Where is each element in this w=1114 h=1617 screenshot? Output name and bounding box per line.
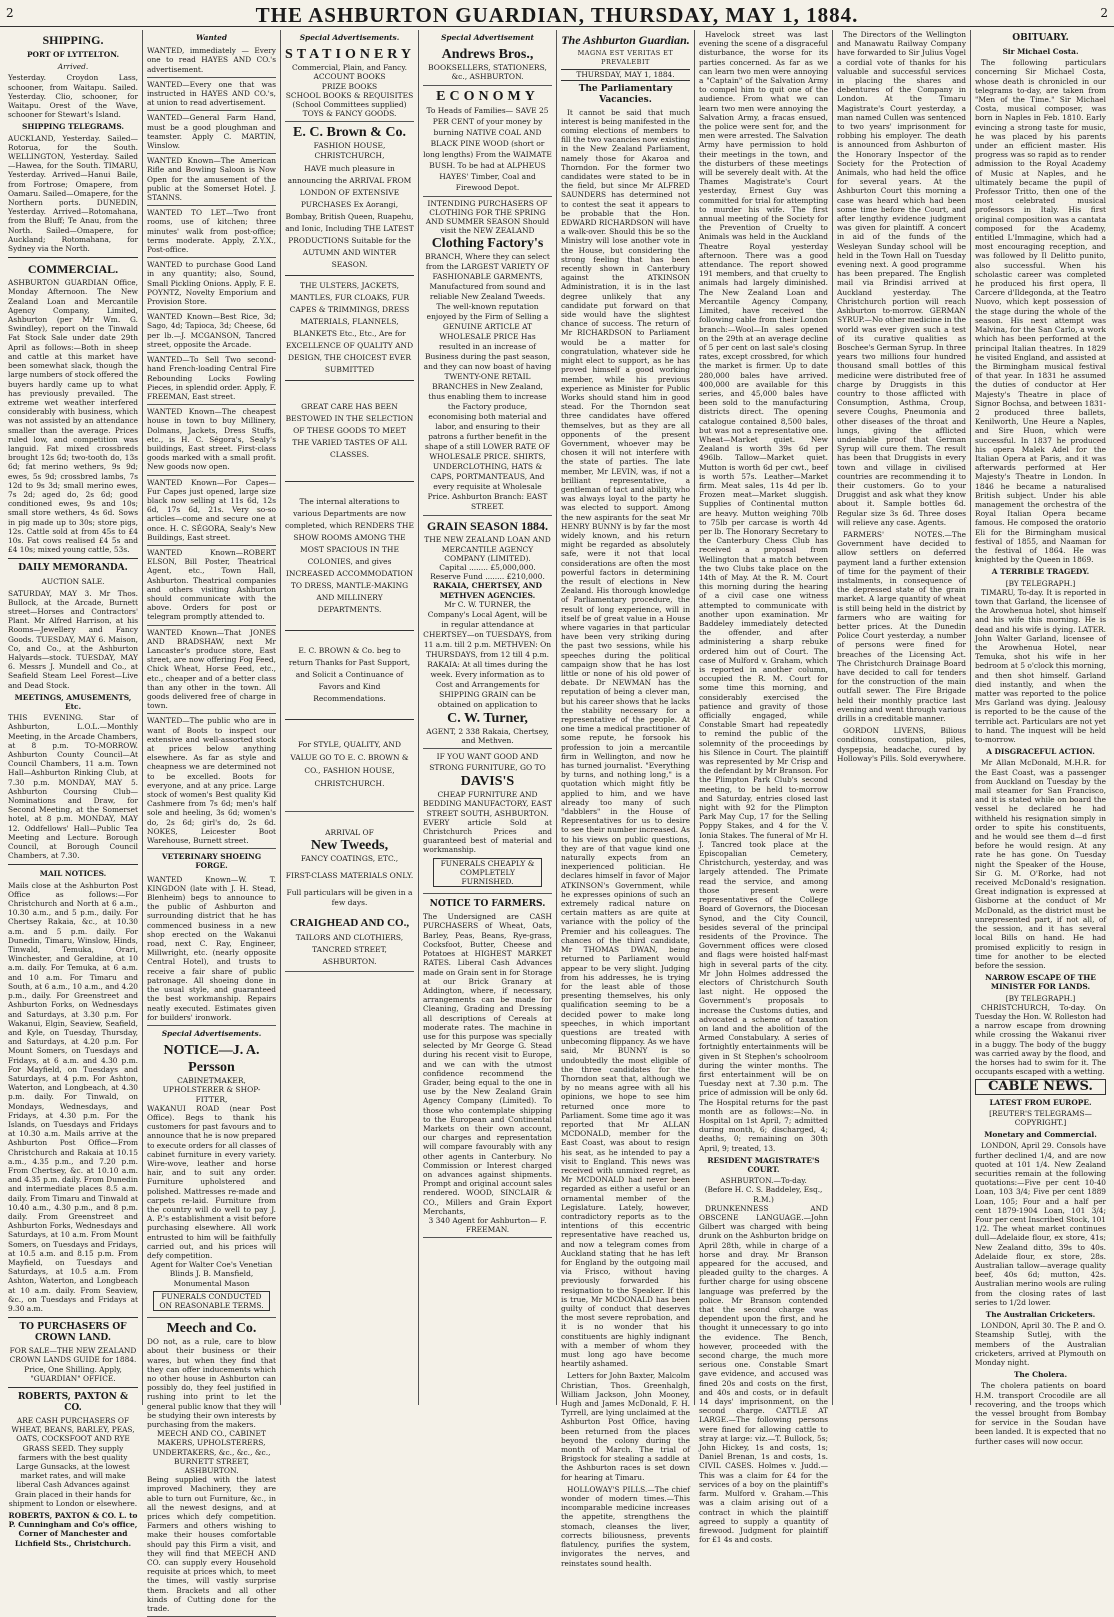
davis-text: IF YOU WANT GOOD AND STRONG FURNITURE, GO TO xyxy=(429,752,546,773)
farmers-agent: 3 340 Agent for Ashburton— F. FREEMAN. xyxy=(428,1215,547,1235)
paper-name: The Ashburton Guardian. xyxy=(561,33,690,47)
farmers-text: The Undersigned are CASH PURCHASERS of Wheat, Oats, Barley, Peas, Beans, Rye-grass, Cocksfoot, Butter, Cheese and Potatoes at HIGHEST MARKET RATES. Liberal Cash Advances made on Grain sent in for Storage at our Brick Granary at Addington, where, if necessary, arrangements can be made for Cleaning, Grading and Dressing all descriptions of Cereals at moderate rates. The machine in use for this purpose was specially selected by Mr George G. Stead during his recent visit to Europe, and we can with the utmost confidence recommend the Grader, being equal to the one in use by the New Zealand Grain Agency Company (Limited). To those who contemplate shipping to the European and Continental Markets on their own account, our charges and representation will compare favourably with any other agents in Canterbury. No Commission or Interest charged on advances against shipments. Prompt and original account sales rendered. WOOD, SINCLAIR & CO., Millers and Grain Export Merchants, xyxy=(423,912,552,1216)
column-5 xyxy=(556,30,694,1568)
obituary-name: Sir Michael Costa. xyxy=(1002,47,1079,56)
farmers-title: NOTICE TO FARMERS. xyxy=(429,899,546,910)
cable-article xyxy=(975,1321,1106,1367)
narrow-heading: NARROW ESCAPE OF THE MINISTER FOR LANDS. xyxy=(985,973,1096,992)
obituary-article xyxy=(975,58,1106,564)
wanted-ad: WANTED Known—That JONES AND BRADSHAW, next Mr Lancaster's produce store, East street, are now offering Fog Feed, Chick Wheat, Horse Feed, etc., etc., cheaper and of a better class than any other in the town. All goods delivered free of charge in town. xyxy=(147,626,276,715)
leader-text: It cannot be said that much interest is being manifested in the coming elections of members to fill the two vacancies now existing in the New Zealand Parliament, namely those for Akaroa and Thorndon. For the former two candidates were stated to be in the field, but since Mr ALFRED SAUNDERS has determined not to contest the seat it appears to be probable that the Hon. EDWARD RICHARDSON will have a walk-over. Should this be so the Ministry will lose another vote in the House, but considering the strong feeling that has been recently shown in Canterbury against the ATKINSON Administration, it is in the last degree unlikely that any candidate put forward on that side would have the slightest chance of success. The return of Mr RICHARDSON to Parliament would be a matter for congratulation, whatever side he might elect to support, as he has proved himself a good working member, while his previous experience as Minister for Public Works should stand him in good stead. For the Thorndon seat three candidates have offered themselves, but as they are all opponents of the present Government, whoever may be chosen it will not interfere with the state of parties. The late member, Mr LEVIN, was, if not a brilliant representative, a gentleman of tact and ability, who was always loyal to the party he was elected to support. Among the new aspirants for the seat Mr HENRY BUNNY is by far the most widely known, and his return might be regarded as absolutely safe, were it not that local considerations are often the most powerful factors in determining the result of elections in New Zealand. His thorough knowledge of Parliamentary procedure, the result of long experience, will in itself be of great value in a House where vagaries in that particular have been very striking during the past two sessions, while his speeches during the political campaign show that he has lost little or none of his old power of debate. Dr NEWMAN has the reputation of being a clever man, but his career shows that he lacks the stability necessary for a representative of the people. At one time a medical practitioner of some repute, he forsook his profession to join a mercantile firm in Wellington, and now he has turned journalist. "Everything by turns, and nothing long," is a quotation which might fitly be applied to him, and we have already too many of such "dabblers" in the House of Representatives for us to desire to see their number increased. As to his views on public questions, they are of that vague kind one naturally expects from an inexperienced politician. He declares himself in favor of Major ATKINSON's Government, while he expresses opinions of such an extremely radical nature on certain matters as are quite at variance with the policy of the Premier and his colleagues. The chances of the third candidate, Mr THOMAS DWAN, being returned to Parliament would appear to be very slight. Judging from his addresses, he is trying for the least able of those presenting themselves, his only qualification seeming to be a decided power to make long speeches, in which important questions are treated with unbecoming flippancy. As we have said, Mr BUNNY is so undoubtedly the most eligible of the three candidates for the Thorndon seat that, although we by no means agree with all his opinions, we hope to see him returned once more to Parliament. Some time ago it was reported that Mr ALLAN MCDONALD, member for the East Coast, was about to resign his seat, as he intended to pay a visit to England. This news was received with unmixed regret, as Mr MCDONALD had never been regarded as either a useful or an ornamental member of the Legislature. Lately, however, contradictory reports as to the intentions of this eccentric representative have reached us, and now a telegram comes from Auckland stating that he has left for England by the outgoing mail via Frisco, without having previously forwarded his resignation to the Speaker. If this is true, Mr MCDONALD has been guilty of conduct that deserves the most severe reprobation, and it is no wonder that his constituents are highly indignant with a member of whom they must long ago have become heartily ashamed. xyxy=(561,107,690,1369)
disgraceful-text: Mr Allan McDonald, M.H.R. for the East Coast, was a passenger from Auckland on Tuesday by the mail steamer for San Francisco, and it is stated while on board the vessel he declared he had withheld his resignation simply in order to spite his constituents, and he would see them d—d first before he would resign. At any rate he has gone. On Tuesday night the Speaker of the House, Sir G. M. O'Rorke, had not received McDonald's resignation. Great indignation is expressed at Gisborne at the conduct of Mr McDonald, as the district must be unrepresented part, if not all, of the session, and it has several local Bills on hand. He had promised explicitly to resign in time for another to be elected before the session. xyxy=(975,758,1106,970)
persson-title: NOTICE—J. A. Persson xyxy=(163,1043,260,1076)
alterations-text: The internal alterations to various Departments are now completed, which RENDERS THE SHOW ROOMS AMONG THE MOST SPACIOUS IN THE COLONIES, and gives INCREASED ACCOMMODATION TO DRESS, MANTLE-MAKING AND MILLINERY DEPARTMENTS. xyxy=(285,496,414,614)
divider xyxy=(8,1387,138,1388)
mail-heading: MAIL NOTICES. xyxy=(39,869,107,879)
divider xyxy=(8,864,138,865)
page-number-right: 2 xyxy=(1100,6,1108,20)
stationery-title: STATIONERY xyxy=(285,47,416,63)
divider xyxy=(285,481,414,482)
economy-text: To Heads of Families— SAVE 25 PER CENT of your money by burning NATIVE COAL AND BLACK PINE WOOD (short or long lengths) From the WAIMATE BUSH. To be had at ALPHEUS HAYES' Timber, Coal and Firewood Depot. xyxy=(423,105,552,192)
meech-sub: MEECH AND CO., CABINET MAKERS, UPHOLSTERERS, UNDERTAKERS, &c., &c., &c., BURNETT STREET, ASHBURTON. xyxy=(152,1429,271,1476)
wanted-ad: WANTED Known—The cheapest house in town to buy Millinery, Dolmans, Jackets, Dress Stuffs, etc., is H. C. Ségora's, Sealy's buildings, East street. First-class goods marked with a small profit. New goods now open. xyxy=(147,405,276,475)
cable-text: LONDON, April 29. Consols have further declined 1/4, and are now quoted at 101 1/4. New Zealand securities remain at the following quotations:—Five per cent 10-40 Loan, 103 3/4; Five per cent 1889 Loan, 105; Four and a half per cent 1879-1904 Loan, 101 3/4; Four per cent Inscribed Stock, 101 1/2. The wheat market continues dull—Adelaide flour, ex store, 41s; New Zealand ditto, 39s to 40s. Adelaide flour, ex store, 28s. Australian tallow—average quality beef, 40s 6d; mutton, 42s. Australian merino wools are ruling from the closing rates of last series to 1/2d lower. xyxy=(975,1141,1106,1307)
cable-text: The cholera patients on board H.M. transport Crocodile are all recovering, and the troops which the vessel brought from Bombay for service in the Soudan have been landed. It is expected that no further cases will now occur. xyxy=(975,1381,1106,1446)
column-4 xyxy=(418,30,556,1405)
news-text: Havelock street was last evening the scene of a disgraceful disturbance, the worse for its parties concerned. As far as we can learn two men were annoying a "Captain" of the Salvation Army to compel him to quit one of the audience. From what we can learn two men were annoying the Salvation Army, a fracas ensued, the police were sent for, and the men were arrested. The Salvation Army have permission to hold their meetings in the town, and the disturbers of these meetings will be severely dealt with. At the Thames Magistrate's Court yesterday, Ernest Guy was committed for trial for attempting to murder his wife. The first annual meeting of the Society for the Prevention of Cruelty to Animals was held in the Auckland Theatre Royal yesterday afternoon. There was a good attendance. The report showed 191 members, and that cruelty to animals had largely diminished. The New Zealand Loan and Mercantile Agency Company, Limited, have received the following cable from their London branch:—Wool—In sales opened on the 29th at an average decline of 5 per cent on last sale's closing rates, except crossbred, for which the market is firmer. Up to date 280,000 bales have arrived. 400,000 are available for this series, and 45,000 bales have been sold to the manufacturing districts direct. The opening catalogue contained 8,500 bales, but was not a representative one. Wheat—Market quiet. New Zealand is worth 39s 6d per 496lb. Tallow—Market quiet. Mutton is worth 6d per cwt., beef is worth 57s. Leather—Market firm. Meat sales, 11s 4d per lb. Frozen meat—Market sluggish. Supplies of Continental mutton are heavy. Mutton weighing 70lb to 75lb per carcase is worth 4d per lb. The Honorary Secretary to the Canterbury Chess Club has received a proposal from Wellington that a match between the two Clubs take place on the 14th of May. At the R. M. Court this morning during the hearing of a civil case one witness attempted to communicate with another upon examination. Mr Baddeley immediately detected the offender, and after administering a sharp rebuke ordered him out of Court. The case of Mulford v. Graham, which is reported in another column, occupied the R. M. Court for some time this morning, and considerably exercised the patience and gravity of those officially engaged, while Constable Smart had repeatedly to remind the public of the solemnity of the proceedings by his Silence in Court. The plaintiff was represented by Mr Crisp and the defendant by Mr Branson. For the Plimpton Park Club's second meeting, to be held to-morrow and Saturday, entries closed last night with 92 for the Plimpton Park May Cup, 17 for the Selling Poppy Stakes, and 4 for the V. Ionia Stakes. The funeral of Mr H. J. Tancred took place at the Episcopalian Cemetery, Christchurch, yesterday, and was largely attended. The Primate read the service, and among those present were representatives of the College Board of Governors, the Diocesan Synod, and the City Council, besides several of the principal residents of the Province. The Government offices were closed and flags were hoisted half-mast high in several parts of the city. Mr John Holmes addressed the electors of Christchurch South last night. He opposed the Government's proposals to increase the Customs duties, and advocated a scheme of taxation on land and the abolition of the Armed Constabulary. A series of fortnightly entertainments will be given in St Stephen's schoolroom during the winter months. The first entertainment will be on Tuesday next at 7.30 p.m. The price of admission will be only 6d. The Hospital returns for the past month are as follows:—No. in Hospital on 1st April, 7; admitted during month, 6; discharged, 4; deaths, 0; remaining on 30th April, 9; treated, 13. xyxy=(699,30,828,1153)
davis-ad xyxy=(423,749,552,894)
masthead xyxy=(0,0,1114,27)
newspaper-title: THE ASHBURTON GUARDIAN, THURSDAY, MAY 1, 1884. xyxy=(255,3,859,27)
farm-notes-text: FARMERS' NOTES.—The Government have decided to allow settlers on deferred payment land a further extension of time for the payment of their instalments, in consequence of the depressed state of the grain market. A large quantity of wheat is still being held in the district by farmers who are waiting for better prices. At the Dunedin Police Court yesterday, a number of persons were fined for breaches of the Licensing Act. The Christchurch Drainage Board have decided to call for tenders for the construction of the main outfall sewer. The Fire Brigade held their monthly practice last evening and went through various drills in a creditable manner. xyxy=(837,529,966,724)
court-heading: RESIDENT MAGISTRATE'S COURT. xyxy=(707,1155,820,1174)
commercial-text: ASHBURTON GUARDIAN Office, Monday Afternoon. The New Zealand Loan and Mercantile Agency Company, Limited, Ashburton (per Mr Wm. G. Swindley), report on the Tinwald Fat Stock Sale under date 29th April as follows:—Both in sheep and cattle at this market have been somewhat slack, though the large numbers of stock offered the buyers hardly came up to what has previously prevailed. The extreme wet weather interfered considerably with business, which was not assisted by an attendance smaller than the average. Prices ruled low, and competition was languid. Fat mixed crossbreds brought 12s 6d; two-tooth do, 13s 6d; fat merino wethers, 9s 9d; ewes, 5s 9d; crossbred lambs, 7s 12d to 9s 3d; small merino ewes, 7s 2d; aged do, 2s 6d; good conditioned ewes, 9s and 10s; small store wethers, 4s 6d. Sows in pig made up to 30s; store pigs, 12s. Cattle sold at from 45s to £4 10s. Fat cows realised £4 5s and £4 10s; mixed young cattle, 53s. xyxy=(8,278,138,555)
tragedy-article xyxy=(975,588,1106,744)
meech-title: Meech and Co. xyxy=(166,1321,257,1337)
roberts-title: ROBERTS, PAXTON & CO. xyxy=(17,1392,129,1414)
cable-text: LONDON, April 30. The P. and O. Steamship Sutlej, with the members of the Australian cricketers, arrived at Plymouth on Monday night. xyxy=(975,1321,1106,1368)
commercial-heading: COMMERCIAL. xyxy=(27,262,119,277)
style-text: For STYLE, QUALITY, AND VALUE GO TO E. C. BROWN & CO., FASHION HOUSE, CHRISTCHURCH. xyxy=(290,739,409,788)
craighead-title: CRAIGHEAD AND CO., xyxy=(289,916,410,929)
court-place: ASHBURTON.—To-day. xyxy=(720,1176,807,1186)
court-text: DRUNKENNESS AND OBSCENE LANGUAGE.—John Gilbert was charged with being drunk on the Ashburton bridge on April 28th, while in charge of a horse and dray. Mr Branson appeared for the accused, and pleaded guilty to the charges. A further charge for using obscene language was preferred by the police. Mr Branson contended that the second charge was dependent upon the first, and he thought it unnecessary to go into the evidence. The Bench, however, proceeded with the second charge, the much more serious one. Constable Smart gave evidence, and accused was fined 20s and costs on the first, and 40s and costs, or in default 14 days' imprisonment, on the second charge. CATTLE AT LARGE.—The following persons were fined for allowing cattle to stray at large: viz.—T. Bullock, 5s; John Hickey, 1s and costs, 1s; Daniel Brenan, 1s and costs, 1s. CIVIL CASES. Holmes v. Judd.—This was a claim for £4 for the services of a boy on the plaintiff's farm. Mulford v. Graham.—This was a claim arising out of a contract in which the plaintiff agreed to supply a quantity of firewood. Judgment for plaintiff for £1 4s and costs. xyxy=(699,1203,828,1545)
tragedy-text: TIMARU, To-day. It is reported in town that Garland, the licensee of the Arowhenua hotel, shot himself and his wife this morning. He is dead and his wife is dying. LATER. John Walter Garland, licensee of the Arowhenua Hotel, near Temuka, shot his wife in her bedroom at 5 o'clock this morning, and then shot himself. Garland died instantly, and when the matter was reported to the police Mrs Garland was dying. Jealousy is reported to be the cause of the terrible act. Particulars are not yet to hand. The inquest will be held to-morrow. xyxy=(975,587,1106,745)
narrow-article xyxy=(975,1003,1106,1077)
divider xyxy=(285,380,414,381)
stationery-item: Commercial, Plain, and Fancy. xyxy=(292,63,407,73)
stationery-item: SCHOOL BOOKS & REQUISITES xyxy=(285,90,414,100)
grain-places: RAKAIA, CHERTSEY, AND METHVEN AGENCIES. xyxy=(432,581,542,600)
turner-sub: AGENT, 2 338 Rakaia, Chertsey, and Methven. xyxy=(426,726,549,746)
news-article xyxy=(561,1371,690,1481)
roberts-footer: ROBERTS, PAXTON & CO. L. to P. Cunningham and Co's office, Corner of Manchester and Lichfield Sts., Christchurch. xyxy=(8,1511,138,1548)
page-number: 2 xyxy=(6,6,14,20)
grain-capital: Capital ........ £5,000,000. xyxy=(439,563,536,573)
obituary-heading: OBITUARY. xyxy=(1012,33,1069,43)
leader-article xyxy=(561,108,690,1369)
wanted-heading: Wanted xyxy=(195,33,228,42)
arrived-label: Arrived. xyxy=(57,62,89,72)
advert-text: HOLLOWAY'S PILLS.—The chief wonder of modern times.—This incomparable medicine increases the appetite, strengthens the stomach, cleanses the liver, corrects biliousness, prevents flatulency, purifies the system, invigorates the nerves, and reinstates sound health. xyxy=(561,1484,690,1568)
intending-text: INTENDING PURCHASERS OF CLOTHING FOR THE SPRING AND SUMMER SEASON Should visit the NEW ZEALAND xyxy=(425,198,550,236)
wanted-ad: WANTED Known—For Capes—Fur Capes just opened, large size black now selling at 11s 6d, 12s 6d, 17s 6d, 21s. Very so-so articles—come and secure one at once. H. C. SÉGORA, Sealy's New Buildings, East street. xyxy=(147,476,276,546)
arrived-text: Yesterday. Croydon Lass, schooner, from Waitapu. Sailed. Yesterday. Clio, schooner, for Waitapu. Orest of the Wave, schooner for Stewart's Island. xyxy=(8,73,138,120)
port-heading: PORT OF LYTTELTON. xyxy=(26,50,120,59)
divider xyxy=(8,1317,138,1318)
wanted-ad: WANTED—To Sell Two second-hand French-loading Central Fire Rebounding Locks Fowling Pieces, in splendid order. Apply, F. FREEMAN, East street. xyxy=(147,353,276,405)
cable-subheading: LATEST FROM EUROPE. xyxy=(989,1097,1092,1107)
vet-heading: VETERINARY SHOEING FORGE. xyxy=(161,852,262,871)
news-text: The Directors of the Wellington and Manawatu Railway Company have forwarded to Sir Julius Vogel a cordial vote of thanks for his valuable and successful services in placing the shares and debentures of the Company in London. At the Timaru Magistrate's Court yesterday, a man named Cullen was sentenced to two years' imprisonment for robbing his employer. The death is announced from Ashburton of the Honorary Inspector of the Society for the Protection of Animals, who had held the office for several years. At the Ashburton Court this morning a case was heard which had been some time before the Court, and after lengthy evidence judgment was given for plaintiff. A concert in aid of the funds of the Wesleyan Sunday school will be held in the Town Hall on Tuesday evening next. A good programme has been prepared. The English mail via Brindisi arrived at Auckland yesterday. The Christchurch portion will reach Ashburton to-morrow. GERMAN SYRUP.—No other medicine in the world was ever given such a test of its curative qualities as Boschee's German Syrup. In three years two millions four hundred thousand small bottles of this medicine were distributed free of charge by Druggists in this country to those afflicted with Consumption, Asthma, Croup, severe Coughs, Pneumonia and other diseases of the throat and lungs, giving the afflicted undeniable proof that German Syrup will cure them. The result has been that Druggists in every town and village in civilised countries are recommending it to their customers. Go to your Druggist and ask what they know about it. Sample bottles 6d. Regular size 3s 6d. Three doses will relieve any case. Agents. xyxy=(837,30,966,527)
turner-title: C. W. Turner, xyxy=(447,710,528,726)
brown-ad xyxy=(285,122,414,811)
wanted-ad: WANTED Known—ROBERT ELSON, Bill Poster, Theatrical Agent, etc., Town Hall, Ashburton. Theatrical companies and others visiting Ashburton should communicate with the above. Orders for post or telegram promptly attended to. xyxy=(147,546,276,626)
wanted-ad: WANTED Known—W. T. KINGDON (late with J. H. Stead, Blenheim) begs to announce to the public of Ashburton and surrounding district that he has commenced business in a new shop erected on the Wakanui road, next C. Ray, Engineer, Millwright, etc. (nearly opposite Central Hotel), and trusts to receive a fair share of public patronage. All shoeing done in the usual style, and guaranteed the best workmanship. Repairs neatly executed. Estimates given for builders' ironwork. xyxy=(147,873,276,1026)
telegrams-text: AUCKLAND, Yesterday. Sailed—Rotorua, for the South. WELLINGTON, Yesterday. Sailed—Hawea, for the South. TIMARU, Yesterday. Arrived—Hanui Baile, from Fortrose; Omapere, from Oamaru. Sailed—Omapere, for the Northern ports. DUNEDIN, Yesterday. Arrived—Rotomahana, from the Bluff; Te Anau, from the North. Sailed—Omapere, for Auckland; Rotomahana, for Sydney via the North. xyxy=(8,133,138,254)
roberts-text: ARE CASH PURCHASERS OF WHEAT, BEANS, BARLEY, PEAS, OATS, COCKSFOOT AND RYE GRASS SEED. They supply farmers with the best quality Large Gunsacks, at the lowest market rates, and will make liberal Cash Advances against Grain placed in their hands for shipment to London or elsewhere. xyxy=(8,1416,138,1508)
stationery-item: ACCOUNT BOOKS xyxy=(313,72,386,82)
cable-article xyxy=(975,1381,1106,1445)
persson-agent: Agent for Walter Coe's Venetian Blinds J. B. Mansfield, Monumental Mason xyxy=(150,1260,273,1288)
vacancies-heading: The Parliamentary Vacancies. xyxy=(578,83,673,105)
grain-text: THE NEW ZEALAND LOAN AND MERCANTILE AGENCY COMPANY (LIMITED). xyxy=(424,535,551,563)
brown-return-text: E. C. BROWN & Co. beg to return Thanks for Past Support, and Solicit a Continuance of Favors and Kind Recommendations. xyxy=(288,645,411,703)
stationery-ad xyxy=(285,44,414,122)
special-heading: Special Advertisement xyxy=(441,33,534,42)
special-heading: Special Advertisements. xyxy=(161,1028,262,1038)
andrews-title: Andrews Bros., xyxy=(441,47,534,63)
wanted-ad: WANTED TO LET—Two front rooms, use of kitchen; three minutes' walk from post-office; terms moderate. Apply, Z.Y.X., Post-office. xyxy=(147,206,276,258)
meetings-text: THIS EVENING. Star of Ashburton, L.O.L.—Monthly Meeting, in the Arcade Chambers, at 8 p.m. TO-MORROW. Ashburton County Council—At Council Chambers, 11 a.m. Town Hall—Ashburton Rinking Club, at 7.30 p.m. MONDAY, MAY 5. Ashburton Coursing Club—Nominations and Draw, for Second Meeting, at the Somerset hotel, at 8 p.m. MONDAY, MAY 12. Oddfellows' Hall—Public Tea Meeting and Lecture. Borough Council, at Borough Council Chambers, at 7.30. xyxy=(8,713,138,861)
persson-trades: CABINETMAKER, UPHOLSTERER & SHOP-FITTER, xyxy=(162,1076,261,1104)
persson-text: WAKANUI ROAD (near Post Office). Begs to thank his customers for past favours and to announce that he is now prepared to execute orders for all classes of cabinet furniture in every variety. Wire-wove, leather and horse hair, and to suit any order. Furniture upholstered and polished. Mattresses re-made and carpets re-laid. Furniture from the country will do well to pay J. A. P.'s establishment a visit before purchasing elsewhere. All work entrusted to him will be faithfully carried out, and his prices will defy competition. xyxy=(147,1103,276,1260)
column-2 xyxy=(142,30,280,1614)
grain-ad xyxy=(423,516,552,749)
news-article xyxy=(699,30,828,1153)
wanted-ad: WANTED—General Farm Hand, must be a good ploughman and teamster. Apply C. MARTIN, Winslow. xyxy=(147,111,276,154)
divider xyxy=(285,719,414,720)
telegraph-tag: [BY TELEGRAPH.] xyxy=(1005,578,1076,588)
grain-text2: Mr C. W. TURNER, the Company's Local Agent, will be in regular attendance at CHERTSEY—on TUESDAYS, from 11 a.m. till 2 p.m. METHVEN: On THURSDAYS, from 12 till 4 p.m. RAKAIA: At all times during the week. Every information as to Cost and Arrangements for SHIPPING GRAIN can be obtained on application to xyxy=(423,599,552,709)
stationery-item: TOYS & FANCY GOODS. xyxy=(302,109,397,119)
shipping-heading: SHIPPING. xyxy=(42,33,104,47)
meetings-heading: MEETINGS, AMUSEMENTS, Etc. xyxy=(14,692,132,711)
divider xyxy=(8,257,138,258)
clothing-title: Clothing Factory's xyxy=(431,236,544,252)
davis-text2: EVERY article Sold at Christchurch Prices and guaranteed best of material and workmanship. xyxy=(423,817,552,855)
wanted-ad: WANTED Known—Best Rice, 3d; Sago, 4d; Tapioca, 3d; Cheese, 6d per lb.—J. MCGANSON, Tancred street, opposite the Arcade. xyxy=(147,310,276,353)
purchasers-heading: TO PURCHASERS OF CROWN LAND. xyxy=(19,1322,127,1344)
meech-text: DO not, as a rule, care to blow about their business or their wares, but when they find that they can offer inducements which no other house in Ashburton can possibly do, they feel justified in rushing into print to let the general public know that they will be studying their own interests by purchasing from the makers. xyxy=(147,1337,276,1430)
brown-sub: FASHION HOUSE, CHRISTCHURCH, xyxy=(313,141,386,160)
tweeds-sub: FANCY COATINGS, ETC., xyxy=(300,854,399,864)
column-6 xyxy=(694,30,832,1545)
brown-title: E. C. Brown & Co. xyxy=(293,125,406,141)
cable-section-heading: The Cholera. xyxy=(1013,1370,1068,1380)
economy-title: ECONOMY xyxy=(436,88,539,104)
column-7 xyxy=(832,30,970,1405)
dateline: THURSDAY, MAY 1, 1884. xyxy=(561,69,690,80)
cable-tag: [REUTER'S TELEGRAMS—COPYRIGHT.] xyxy=(989,1108,1092,1127)
telegraph-tag: [BY TELEGRAPH.] xyxy=(1005,993,1076,1003)
ulsters-text: THE ULSTERS, JACKETS, MANTLES, FUR CLOAKS, FUR CAPES & TRIMMINGS, DRESS MATERIALS, FLANNELS, BLANKETS Etc., Etc., Are for EXCELLENCE OF QUALITY AND DESIGN, THE CHOICEST EVER SUBMITTED xyxy=(285,280,414,374)
cable-article xyxy=(975,1141,1106,1307)
daily-heading: DAILY MEMORANDA. xyxy=(18,563,128,574)
cable-news-heading: CABLE NEWS. xyxy=(975,1079,1106,1094)
economy-ad xyxy=(423,86,552,197)
paper-motto: MAGNA EST VERITAS ET PREVALEBIT xyxy=(577,49,674,67)
column-8 xyxy=(970,30,1110,1446)
tragedy-heading: A TERRIBLE TRAGEDY. xyxy=(991,567,1090,577)
cable-section-heading: Monetary and Commercial. xyxy=(984,1130,1097,1140)
wanted-ad: WANTED to purchase Good Land in any quantity; also, Sound, Small Pickling Onions. Apply, F. E. POYNTZ, Novelty Emporium and Provision Store. xyxy=(147,258,276,310)
column-3 xyxy=(280,30,418,1405)
clothing-ad xyxy=(423,197,552,517)
wanted-ad: WANTED, immediately — Every one to read HAYES AND CO.'s advertisement. xyxy=(147,44,276,78)
special-heading: Special Advertisements. xyxy=(299,33,400,42)
meech-ad xyxy=(147,1318,276,1617)
court-judge: (Before H. C. S. Baddeley, Esq., R.M.) xyxy=(704,1185,823,1204)
grain-title: GRAIN SEASON 1884. xyxy=(426,519,549,534)
stationery-item: PRIZE BOOKS xyxy=(321,81,378,91)
court-report xyxy=(699,1204,828,1545)
disgraceful-heading: A DISGRACEFUL ACTION. xyxy=(986,747,1095,757)
mail-text: Mails close at the Ashburton Post Office as follows:—For Christchurch and North at 6 a.m., 10.30 a.m., and 5 p.m., daily. For Chertsey Rakaia, &c., at 10.30 a.m. and 5 p.m. daily. For Dunedin, Timaru, Winslow, Hinds, Tinwald, Temuka, Orari, Winchester, and Geraldine, at 10 a.m. daily. For Temuka, at 6 a.m. and 10 a.m. For Timaru and South, at 6 a.m., 10 a.m., and 4.20 p.m., daily. For Greenstreet and Ashburton Forks, on Wednesdays and Saturdays, at 3.30 p.m. For Wakanui, Elgin, Seaview, Seafield, and Kyle, on Tuesday, Thursday, and Saturdays, at 4.20 p.m. For Mount Somers, on Tuesdays and Fridays, at 6 a.m. and 4.30 p.m. For Mayfield, on Tuesdays and Saturdays, at 4 p.m. For Ashton, Waterton, and Longbeach, at 4.30 p.m. daily. For Tinwald, on Mondays, Wednesdays, and Fridays, at 4.30 p.m. For the Islands, on Tuesdays and Fridays at 10.30 a.m. Mails arrive at the Ashburton Post Office—From Christchurch and Rakaia at 10.15 a.m., 4.35 p.m., and 7.20 p.m. From Chertsey, &c. at 10.10 a.m. and 4.35 p.m. daily. From Dunedin and intermediate places 8.5 a.m. daily. From Timaru and Tinwald at 10.40 a.m., 4.30 p.m., and 8 p.m. daily. From Greenstreet and Ashburton Forks, Wednesdays and Saturdays, at 10 a.m. From Mount Somers, on Tuesdays and Fridays, at 10.5 a.m. and 8.15 p.m. From Mayfield, on Tuesdays and Saturdays, at 10.5 a.m. From Ashton, Waterton, and Longbeach at 10 a.m. daily. From Seaview, &c., on Tuesdays and Fridays at 9.30 a.m. xyxy=(8,880,138,1313)
tweeds-title: New Tweeds, xyxy=(310,838,389,854)
andrews-ad xyxy=(423,44,552,85)
funerals-box: FUNERALS CHEAPLY & COMPLETELY FURNISHED. xyxy=(433,858,542,888)
davis-sub: CHEAP FURNITURE AND BEDDING MANUFACTORY, EAST STREET SOUTH, ASHBURTON. xyxy=(423,790,552,818)
fullparticulars-text: Full particulars will be given in a few days. xyxy=(286,888,413,907)
farmers-ad xyxy=(423,894,552,1238)
great-care-text: GREAT CARE HAS BEEN BESTOWED IN THE SELECTION OF THESE GOODS TO MEET THE VARIED TASTES OF ALL CLASSES. xyxy=(285,401,414,459)
divider xyxy=(8,558,138,559)
clothing-text: BRANCH, Where they can select from the LARGEST VARIETY OF FASHIONABLE GARMENTS, Manufactured from sound and reliable New Zealand Tweeds. The well-known reputation enjoyed by the Firm of Selling a GENUINE ARTICLE AT WHOLESALE PRICE Has resulted in an increase of Business during the past season, and they can now boast of having TWENTY-ONE RETAIL BRANCHES in New Zealand, thus enabling them to increase the Factory produce, economising both material and labor, and ensuring to their patrons a further benefit in the shape of a still LOWER RATE OF WHOLESALE PRICE. SHIRTS, UNDERCLOTHING, HATS & CAPS, PORTMANTEAUS, And every requisite at Wholesale Price. Ashburton Branch: EAST STREET. xyxy=(423,252,552,512)
wanted-ad: WANTED—The public who are in want of Boots to inspect our extensive and well-assorted stock at prices below anything elsewhere. As far as style and cheapness we are determined not to be excelled. Boots for everyone, and at any price. Large stock of women's Best quality Kid Cashmere from 7s 6d; men's half sole and heeling, 3s 6d; women's do, 2s 6d; girl's do, 2s 6d. NOKES, Leicester Boot Warehouse, Burnett street. xyxy=(147,714,276,849)
purchasers-text: FOR SALE—THE NEW ZEALAND CROWN LANDS GUIDE for 1884. Price, One Shilling. Apply, "GUARDIAN" OFFICE. xyxy=(9,1346,137,1383)
meech-text2: Being supplied with the latest improved Machinery, they are able to turn out Furniture, &c., in all the newest designs, and at prices which defy competition. Farmers and others wishing to make their houses comfortable should pay this Firm a visit, and they will find that MEECH AND CO. can supply every Household requisite at prices which, to meet the times, will vastly surprise them. Brackets and all other kinds of Cutting done for the trade. xyxy=(147,1475,276,1614)
disgraceful-article xyxy=(975,758,1106,970)
funerals-box: FUNERALS CONDUCTED ON REASONABLE TERMS. xyxy=(153,1291,270,1311)
persson-ad xyxy=(147,1040,276,1318)
brown-text: HAVE much pleasure in announcing the ARRIVAL FROM LONDON OF EXTENSIVE PURCHASES Ex Aorangi, Bombay, British Queen, Ruapehu, and Ionic, Including THE LATEST PRODUCTIONS Suitable for the AUTUMN AND WINTER SEASON. xyxy=(285,163,414,269)
obituary-text: The following particulars concerning Sir Michael Costa, whose death is chronicled in our telegrams to-day, are taken from "Men of the Time." Sir Michael Costa, musical composer, was born in Naples in Feb. 1810. Early evincing a strong taste for music, he was placed by his parents under an efficient master. His progress was so rapid as to render admission to the Royal Academy of Music at Naples, and he ultimately became the pupil of Professor Tritto, then one of the most celebrated musical professors in Italy. His first original composition was a cantata composed for the Academy, entitled L'Immagine, which had a most encouraging reception, and was followed by Il Delitto punito, also successful. When his scholastic career was completed he produced his first opera, Il Carcere d'Ildegonda, at the Teatro Nuovo, which kept possession of the stage during the whole of the season. His next attempt was Malvina, for the San Carlo, a work which has been performed at the principal Italian theatres. In 1829 he visited England, and assisted at the Birmingham musical festival of that year. In 1831 he assumed the duties of conductor at Her Majesty's Theatre in place of Signor Bochsa, and between 1831-2 produced three ballets, Kenilworth, Une Heure a Naples, and Sire Huon, which were successful. In 1837 he produced his opera Malek Adel for the Italian Opera at Paris, and it was afterwards performed at Her Majesty's Theatre in London. In 1846 he became a naturalised British subject. Under his able management the orchestra of the Royal Italian Opera became famous. He composed the oratorio Eli for the Birmingham musical festival of 1855, and Naaman for the festival of 1864. He was knighted by the Queen in 1869. xyxy=(975,58,1106,565)
telegrams-heading: SHIPPING TELEGRAMS. xyxy=(22,122,124,132)
grain-reserve: Reserve Fund ........ £210,000. xyxy=(430,572,545,582)
divider xyxy=(285,630,414,631)
column-1 xyxy=(4,30,142,1548)
firstclass-text: FIRST-CLASS MATERIALS ONLY. xyxy=(285,871,414,881)
craighead-sub: TAILORS AND CLOTHIERS, TANCRED STREET, ASHBURTON. xyxy=(295,932,404,966)
divider xyxy=(285,275,414,276)
advert-note xyxy=(837,726,966,763)
stationery-item: (School Committees supplied) xyxy=(292,100,407,110)
narrow-text: CHRISTCHURCH, To-day. On Tuesday the Hon. W. Rolleston had a narrow escape from drowning while crossing the Wakanui river in a buggy. The body of the buggy was carried away by the flood, and the horses had to swim for it. The occupants escaped with a wetting. xyxy=(975,1002,1106,1077)
farm-notes xyxy=(837,530,966,723)
news-text: Letters for John Baxter, Malcolm Christian, Thos. Greenhalgh, William Jackson, John Mooney, Hugh and James McDonald, F. H. Tyrrell, are lying unclaimed at the Ashburton Post Office, having been returned from the places beyond the colony during the month of March. The trial of Brigstock for stealing a saddle at the Ashburton races is set down for hearing at Timaru. xyxy=(561,1371,690,1482)
wanted-ad: WANTED—Every one that was instructed in HAYES AND CO.'s, at union to read advertisement. xyxy=(147,78,276,112)
cable-section-heading: The Australian Cricketers. xyxy=(985,1310,1096,1320)
page-columns xyxy=(4,30,1110,1614)
andrews-sub: BOOKSELLERS, STATIONERS, &c., ASHBURTON. xyxy=(428,63,547,82)
wanted-ad: WANTED Known—The American Rifle and Bowling Saloon is Now Open for the amusement of the public at the Somerset Hotel. J. STANNS. xyxy=(147,154,276,206)
davis-title: DAVIS'S xyxy=(460,774,515,790)
news-article xyxy=(837,30,966,527)
daily-text: SATURDAY, MAY 3. Mr Thos. Bullock, at the Arcade, Burnett street—Horses and Contractors' Plant. Mr Alfred Harrison, at his Rooms—Jewellery and Fancy Goods. TUESDAY, MAY 6. Maison, Co, and Co., at the Ashburton Halyards—stock. TUESDAY, MAY 6. Messrs J. Mundell and Co., at Seafield Steam Leel Forest—Live and Dead Stock. xyxy=(8,588,138,690)
craighead-ad xyxy=(285,812,414,972)
advert-text: GORDON LIVENS, Bilious conditions, constipation, piles, dyspepsia, headache, cured by Holloway's Pills. Sold everywhere. xyxy=(837,726,967,763)
auction-label: AUCTION SALE. xyxy=(41,577,105,587)
advert-note xyxy=(561,1485,690,1568)
arrival-text: ARRIVAL OF xyxy=(325,827,374,837)
